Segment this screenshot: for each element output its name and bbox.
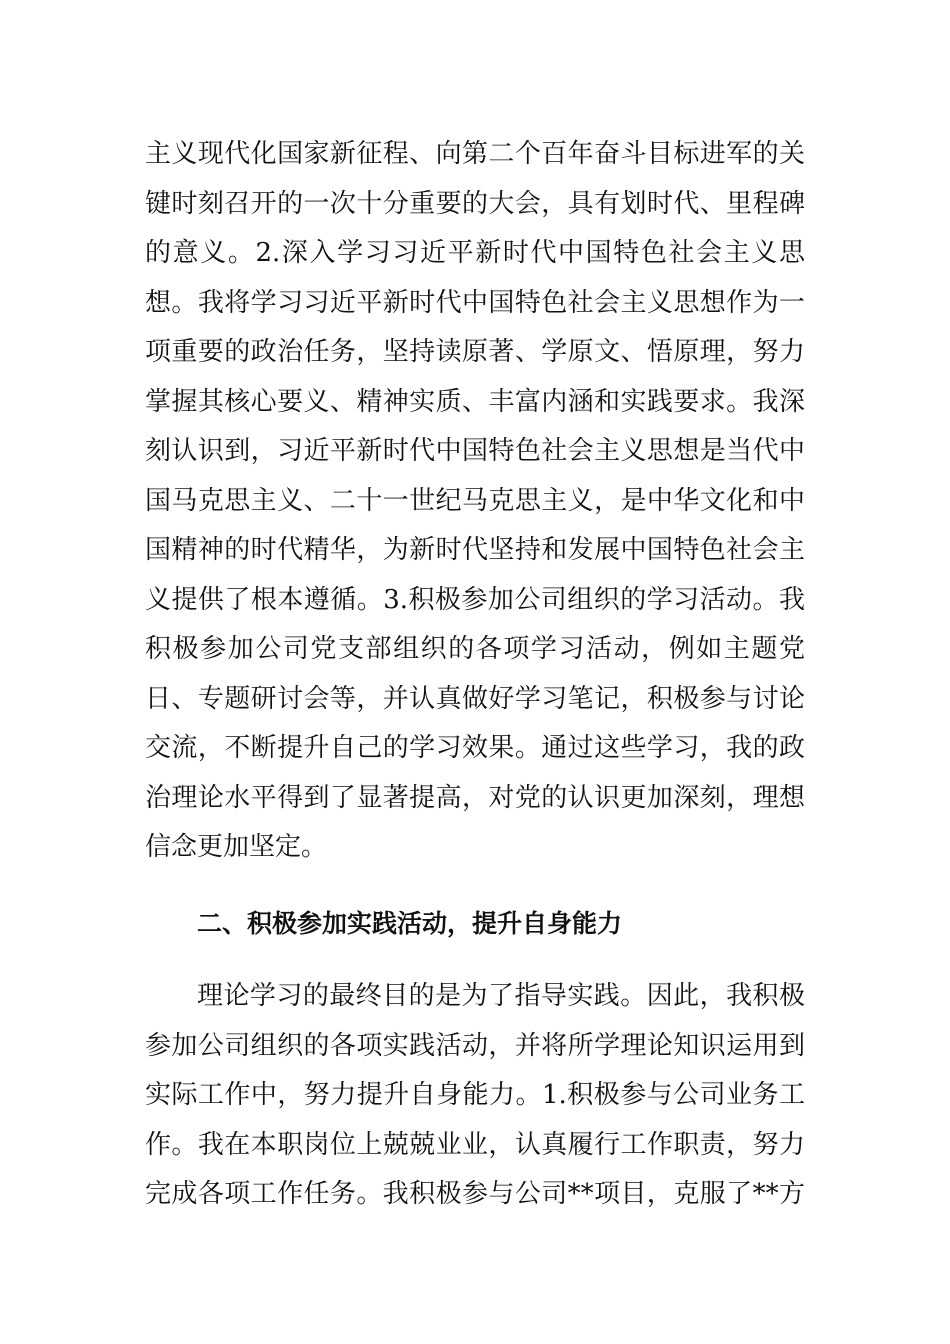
paragraph-line: 想。我将学习习近平新时代中国特色社会主义思想作为一 (145, 287, 805, 318)
paragraph-line: 日、专题研讨会等，并认真做好学习笔记，积极参与讨论 (145, 683, 805, 714)
paragraph-2 (145, 972, 805, 1220)
paragraph-line: 国马克思主义、二十一世纪马克思主义，是中华文化和中 (145, 485, 805, 516)
paragraph-line: 实际工作中，努力提升自身能力。1.积极参与公司业务工 (145, 1080, 805, 1110)
paragraph-line: 积极参加公司党支部组织的各项学习活动，例如主题党 (145, 634, 805, 664)
paragraph-line: 主义现代化国家新征程、向第二个百年奋斗目标进军的关 (145, 139, 805, 169)
paragraph-line: 理论学习的最终目的是为了指导实践。因此，我积极 (197, 981, 805, 1011)
paragraph-line: 义提供了根本遵循。3.积极参加公司组织的学习活动。我 (145, 584, 805, 615)
paragraph-line: 项重要的政治任务，坚持读原著、学原文、悟原理，努力 (145, 337, 805, 367)
paragraph-line: 完成各项工作任务。我积极参与公司**项目，克服了**方 (145, 1179, 805, 1209)
paragraph-line: 信念更加坚定。 (145, 832, 328, 862)
paragraph-line: 键时刻召开的一次十分重要的大会，具有划时代、里程碑 (145, 188, 805, 219)
document-body (145, 130, 805, 1220)
paragraph-1 (145, 130, 805, 873)
paragraph-line: 治理论水平得到了显著提高，对党的认识更加深刻，理想 (145, 782, 805, 813)
paragraph-line: 作。我在本职岗位上兢兢业业，认真履行工作职责，努力 (145, 1129, 805, 1160)
section-heading: 二、积极参加实践活动，提升自身能力 (197, 908, 623, 938)
paragraph-line: 国精神的时代精华，为新时代坚持和发展中国特色社会主 (145, 535, 805, 565)
paragraph-line: 参加公司组织的各项实践活动，并将所学理论知识运用到 (145, 1030, 805, 1061)
paragraph-line: 掌握其核心要义、精神实质、丰富内涵和实践要求。我深 (145, 386, 805, 417)
paragraph-line: 交流，不断提升自己的学习效果。通过这些学习，我的政 (145, 733, 805, 763)
paragraph-line: 的意义。2.深入学习习近平新时代中国特色社会主义思 (145, 238, 805, 268)
paragraph-line: 刻认识到，习近平新时代中国特色社会主义思想是当代中 (145, 436, 805, 466)
